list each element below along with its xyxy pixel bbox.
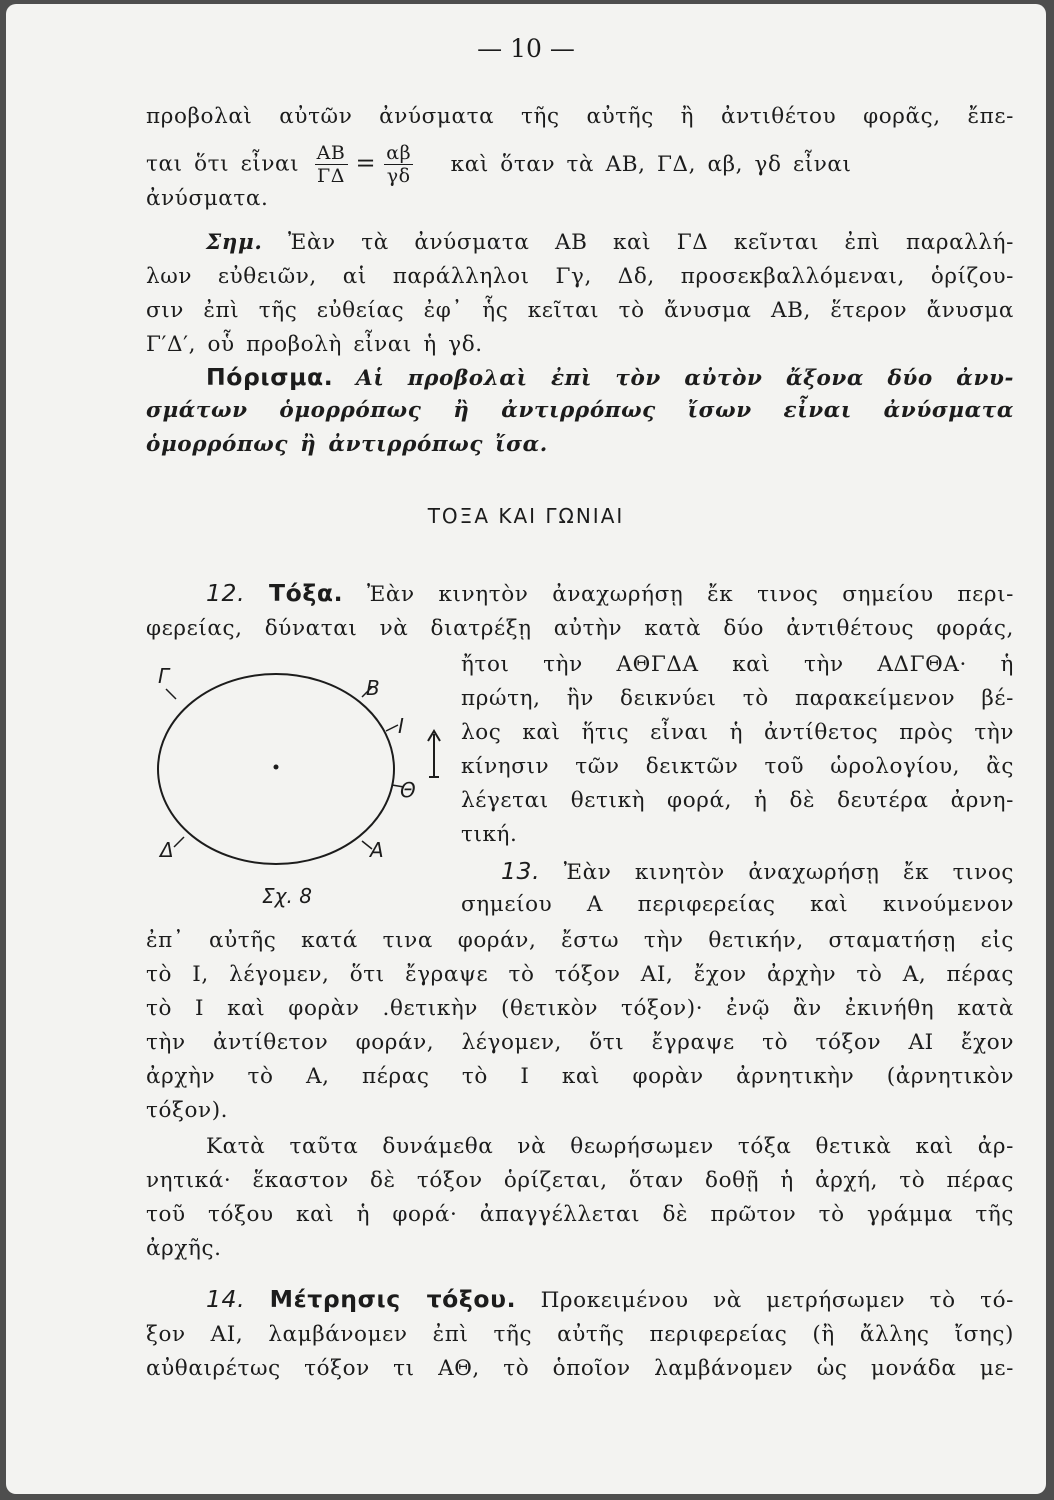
text-line: τική.	[461, 822, 518, 847]
text-line: πρώτη, ἣν δεικνύει τὸ παρακείμενον βέ-	[461, 686, 1014, 711]
text-line: ἀνύσματα.	[146, 186, 269, 211]
text-line: αὐθαιρέτως τόξον τι ΑΘ, τὸ ὁποῖον λαμβάνομεν ὡς μονάδα με-	[146, 1356, 1014, 1381]
section-13-line	[501, 854, 1014, 890]
text-line: τὸ Ι καὶ φορὰν .θετικὴν (θετικὸν τόξον)· ἐνῷ ἂν ἐκινήθη κατὰ	[146, 996, 1014, 1021]
figure-caption: Σχ. 8	[262, 884, 312, 908]
text-line: τοῦ τόξου καὶ ἡ φορά· ἀπαγγέλλεται δὲ πρῶτον τὸ γράμμα τῆς	[146, 1202, 1014, 1227]
fraction-denominator: ΓΔ	[317, 165, 346, 187]
text-line: σιν ἐπὶ τῆς εὐθείας ἐφ᾽ ἧς κεῖται τὸ ἄνυσμα ΑΒ, ἕτερον ἄνυσμα	[146, 298, 1014, 323]
text-line: ξον ΑΙ, λαμβάνομεν ἐπὶ τῆς αὐτῆς περιφερείας (ἢ ἄλλης ἴσης)	[146, 1322, 1014, 1347]
text-span: Προκειμένου νὰ μετρήσωμεν τὸ τό-	[540, 1288, 1014, 1313]
fraction-denominator: γδ	[386, 165, 411, 187]
label-alpha: Α	[370, 838, 384, 862]
section-heading: ΤΟΞΑ ΚΑΙ ΓΩΝΙΑΙ	[427, 504, 625, 528]
note-label: Σημ.	[206, 230, 263, 255]
tick-mark	[166, 689, 176, 699]
figure-circle-diagram	[144, 659, 454, 919]
text-span: Ἐὰν τὰ ἀνύσματα ΑΒ καὶ ΓΔ κεῖνται ἐπὶ παραλλή-	[288, 230, 1014, 255]
text-line: προβολαὶ αὐτῶν ἀνύσματα τῆς αὐτῆς ἢ ἀντιθέτου φορᾶς, ἔπε-	[146, 104, 1014, 129]
tick-mark	[174, 837, 184, 847]
text-line: σμάτων ὁμορρόπως ἢ ἀντιρρόπως ἴσων εἶναι ἀνύσματα	[146, 398, 1014, 423]
section-number: 14.	[206, 1285, 246, 1313]
book-page	[6, 4, 1046, 1494]
text-line: ἐπ᾽ αὐτῆς κατά τινα φοράν, ἔστω τὴν θετικήν, σταματήσῃ εἰς	[146, 928, 1014, 953]
fraction-line	[146, 142, 1014, 187]
text-span: ται ὅτι εἶναι	[146, 151, 300, 177]
center-point	[274, 765, 279, 770]
equals-sign: =	[355, 148, 377, 177]
note-line	[206, 226, 1014, 260]
text-line: νητικά· ἕκαστον δὲ τόξον ὁρίζεται, ὅταν δοθῇ ἡ ἀρχή, τὸ πέρας	[146, 1168, 1014, 1193]
text-line: ἀρχὴν τὸ Α, πέρας τὸ Ι καὶ φορὰν ἀρνητικὴν (ἀρνητικὸν	[146, 1064, 1014, 1089]
section-12-line	[206, 576, 1014, 612]
text-line: φερείας, δύναται νὰ διατρέξῃ αὐτὴν κατὰ δύο ἀντιθέτους φοράς,	[146, 616, 1014, 641]
text-span: Ἐὰν κινητὸν ἀναχωρήσῃ ἔκ τινος	[563, 860, 1015, 885]
text-line: κίνησιν τῶν δεικτῶν τοῦ ὡρολογίου, ἂς	[461, 754, 1014, 779]
text-line: λος καὶ ἥτις εἶναι ἡ ἀντίθετος πρὸς τὴν	[461, 720, 1014, 745]
section-title: Μέτρησις τόξου.	[269, 1285, 517, 1313]
section-title: Τόξα.	[269, 579, 344, 607]
text-line: τόξον).	[146, 1098, 229, 1123]
text-line: ἤτοι τὴν ΑΘΓΔΑ καὶ τὴν ΑΔΓΘΑ· ἡ	[461, 652, 1014, 677]
page-number: — 10 —	[477, 34, 575, 63]
text-line: ὁμορρόπως ἢ ἀντιρρόπως ἴσα.	[146, 432, 548, 457]
fraction-numerator: ΑΒ	[316, 142, 346, 164]
text-line: τὴν ἀντίθετον φοράν, λέγομεν, ὅτι ἔγραψε τὸ τόξον ΑΙ ἔχον	[146, 1030, 1014, 1055]
text-span: Αἱ προβολαὶ ἐπὶ τὸν αὐτὸν ἄξονα δύο ἀνυ-	[356, 366, 1015, 391]
label-gamma: Γ	[158, 664, 170, 688]
label-delta: Δ	[160, 838, 174, 862]
corollary-label: Πόρισμα.	[206, 363, 334, 391]
section-14-line	[206, 1282, 1014, 1318]
text-line: λων εὐθειῶν, αἱ παράλληλοι Γγ, Δδ, προσεκβαλλόμεναι, ὁρίζου-	[146, 264, 1014, 289]
corollary-line	[206, 360, 1014, 396]
text-line: Γ′Δ′, οὗ προβολὴ εἶναι ἡ γδ.	[146, 332, 483, 357]
fraction-numerator: αβ	[386, 142, 412, 164]
fraction-ab-gd	[315, 142, 348, 187]
text-line: τὸ Ι, λέγομεν, ὅτι ἔγραψε τὸ τόξον ΑΙ, ἔχον ἀρχὴν τὸ Α, πέρας	[146, 962, 1014, 987]
text-line: Κατὰ ταῦτα δυνάμεθα νὰ θεωρήσωμεν τόξα θετικὰ καὶ ἀρ-	[206, 1134, 1014, 1159]
section-number: 13.	[501, 857, 541, 885]
section-number: 12.	[206, 579, 246, 607]
fraction-lower	[384, 142, 413, 187]
text-line: λέγεται θετικὴ φορά, ἡ δὲ δευτέρα ἀρνη-	[461, 788, 1014, 813]
label-theta: Θ	[400, 778, 416, 802]
text-span: Ἐὰν κινητὸν ἀναχωρήσῃ ἔκ τινος σημείου περι-	[366, 582, 1015, 607]
label-iota: Ι	[398, 714, 404, 738]
tick-mark	[386, 725, 398, 731]
label-beta: Β	[366, 676, 380, 700]
text-line: σημείου Α περιφερείας καὶ κινούμενον	[461, 892, 1014, 917]
text-line: ἀρχῆς.	[146, 1236, 222, 1261]
text-span: καὶ ὅταν τὰ ΑΒ, ΓΔ, αβ, γδ εἶναι	[450, 151, 852, 177]
